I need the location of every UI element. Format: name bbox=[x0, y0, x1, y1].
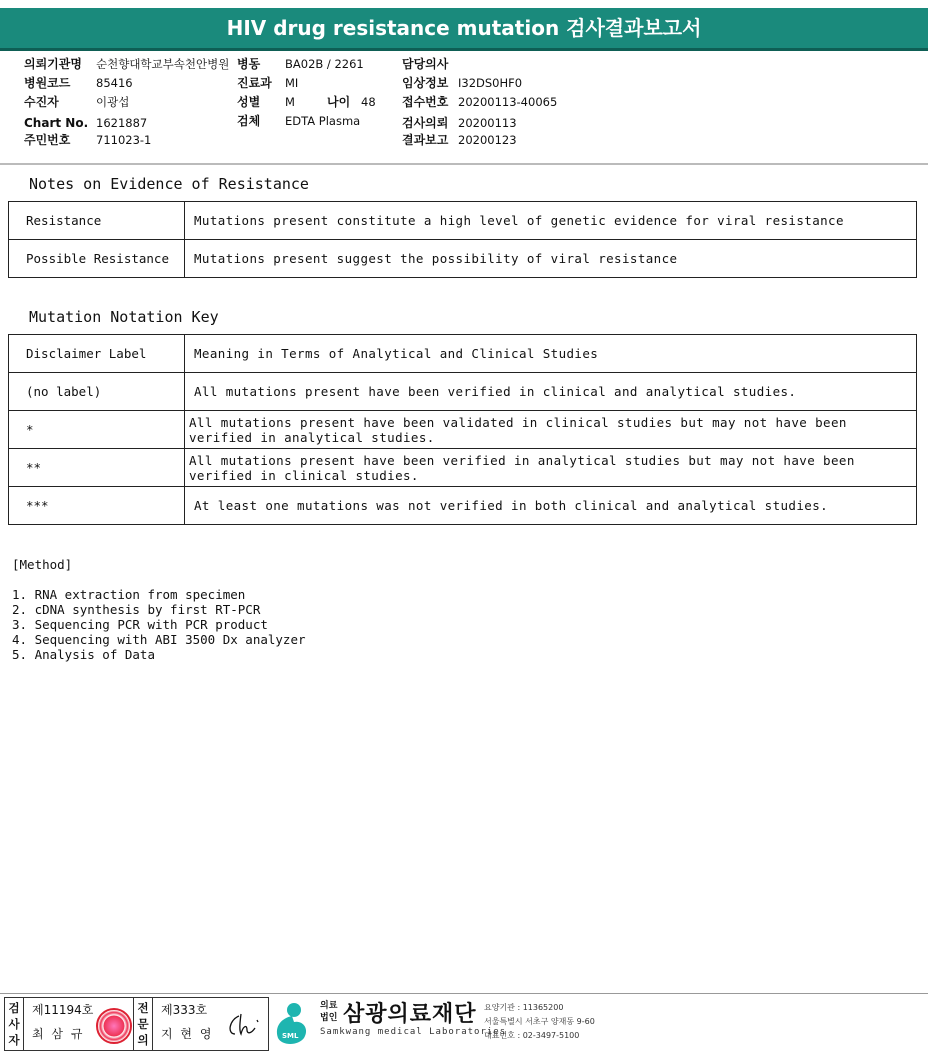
doctor-label bbox=[133, 998, 153, 1050]
info-value: 순천향대학교부속천안병원 bbox=[96, 57, 230, 71]
signature-box bbox=[4, 997, 269, 1051]
table-header-text: Meaning in Terms of Analytical and Clinical Studies bbox=[185, 335, 917, 373]
info-value: 48 bbox=[361, 95, 376, 109]
info-value: 85416 bbox=[96, 76, 133, 90]
lab-phone: 대표번호 : 02-3497-5100 bbox=[484, 1031, 580, 1040]
table-cell-label: * bbox=[9, 411, 185, 449]
table-row bbox=[9, 449, 917, 487]
lab-address: 서울특별시 서초구 양재동 9-60 bbox=[484, 1017, 595, 1026]
table-row bbox=[9, 373, 917, 411]
info-label: 임상정보 bbox=[402, 76, 449, 90]
doctor-name: 지 현 영 bbox=[161, 1027, 214, 1041]
info-value: 20200123 bbox=[458, 133, 517, 147]
info-value: 이광섭 bbox=[96, 95, 130, 109]
info-value: 711023-1 bbox=[96, 133, 152, 147]
table-header-label: Disclaimer Label bbox=[9, 335, 185, 373]
table-row bbox=[9, 240, 917, 278]
lab-name-en: Samkwang medical Laboratories bbox=[320, 1027, 507, 1037]
table-row bbox=[9, 202, 917, 240]
footer-divider bbox=[0, 993, 928, 994]
info-label: 수진자 bbox=[24, 95, 59, 109]
key-section-title: Mutation Notation Key bbox=[29, 308, 219, 326]
lab-code: 요양기관 : 11365200 bbox=[484, 1003, 564, 1012]
info-label: 병동 bbox=[237, 57, 261, 71]
tester-label bbox=[5, 998, 24, 1050]
notes-table bbox=[8, 201, 917, 278]
tester-label-text: 검사자 bbox=[8, 1001, 20, 1047]
method-step: 3. Sequencing PCR with PCR product bbox=[12, 617, 268, 632]
info-value: EDTA Plasma bbox=[285, 114, 361, 128]
key-table bbox=[8, 334, 917, 525]
info-label: 접수번호 bbox=[402, 95, 449, 109]
info-label: 담당의사 bbox=[402, 57, 449, 71]
table-cell-label: *** bbox=[9, 487, 185, 525]
notes-section-title: Notes on Evidence of Resistance bbox=[29, 175, 309, 193]
info-value: M bbox=[285, 95, 295, 109]
table-cell-label: Possible Resistance bbox=[9, 240, 185, 278]
table-cell-label: Resistance bbox=[9, 202, 185, 240]
title-underline bbox=[0, 48, 928, 51]
info-label: 검사의뢰 bbox=[402, 116, 449, 130]
table-cell-label: (no label) bbox=[9, 373, 185, 411]
table-row bbox=[9, 411, 917, 449]
info-label: 검체 bbox=[237, 114, 261, 128]
table-cell-text: All mutations present have been validated in clinical studies but may not have been verified in analytical studies. bbox=[185, 411, 917, 449]
method-step: 2. cDNA synthesis by first RT-PCR bbox=[12, 602, 261, 617]
table-cell-text: At least one mutations was not verified in both clinical and analytical studies. bbox=[185, 487, 917, 525]
info-label: 주민번호 bbox=[24, 133, 71, 147]
signature-scribble bbox=[225, 1012, 263, 1038]
tester-name: 최 삼 규 bbox=[32, 1027, 85, 1041]
info-value: MI bbox=[285, 76, 299, 90]
info-divider bbox=[0, 163, 928, 165]
tester-license-no: 제11194호 bbox=[32, 1003, 94, 1017]
info-label: Chart No. bbox=[24, 116, 89, 130]
info-label: 병원코드 bbox=[24, 76, 71, 90]
table-cell-text: Mutations present constitute a high level of genetic evidence for viral resistance bbox=[185, 202, 917, 240]
table-cell-text: Mutations present suggest the possibility of viral resistance bbox=[185, 240, 917, 278]
info-label: 결과보고 bbox=[402, 133, 449, 147]
logo-text: SML bbox=[282, 1032, 299, 1040]
lab-prefix-2: 법인 bbox=[320, 1013, 338, 1023]
table-cell-text: All mutations present have been verified in analytical studies but may not have been verified in clinical studies. bbox=[185, 449, 917, 487]
method-title: [Method] bbox=[12, 557, 73, 572]
method-step: 4. Sequencing with ABI 3500 Dx analyzer bbox=[12, 632, 306, 647]
method-step: 5. Analysis of Data bbox=[12, 647, 155, 662]
info-label: 의뢰기관명 bbox=[24, 57, 82, 71]
info-value: BA02B / 2261 bbox=[285, 57, 364, 71]
table-header-row bbox=[9, 335, 917, 373]
lab-name: 삼광의료재단 bbox=[343, 1002, 477, 1027]
table-cell-label: ** bbox=[9, 449, 185, 487]
report-title: HIV drug resistance mutation 검사결과보고서 bbox=[0, 8, 928, 48]
info-value: I32DS0HF0 bbox=[458, 76, 523, 90]
info-label: 성별 bbox=[237, 95, 261, 109]
info-value: 1621887 bbox=[96, 116, 148, 130]
method-section bbox=[12, 557, 306, 662]
info-value: 20200113-40065 bbox=[458, 95, 558, 109]
table-cell-text: All mutations present have been verified in clinical and analytical studies. bbox=[185, 373, 917, 411]
table-row bbox=[9, 487, 917, 525]
info-label: 나이 bbox=[327, 95, 351, 109]
method-step: 1. RNA extraction from specimen bbox=[12, 587, 246, 602]
doctor-label-text: 전문의 bbox=[137, 1001, 149, 1047]
doctor-license-no: 제333호 bbox=[161, 1003, 208, 1017]
seal-stamp bbox=[96, 1008, 132, 1044]
info-value: 20200113 bbox=[458, 116, 517, 130]
info-label: 진료과 bbox=[237, 76, 272, 90]
lab-prefix-1: 의료 bbox=[320, 1001, 338, 1011]
sml-logo-icon bbox=[272, 998, 314, 1046]
